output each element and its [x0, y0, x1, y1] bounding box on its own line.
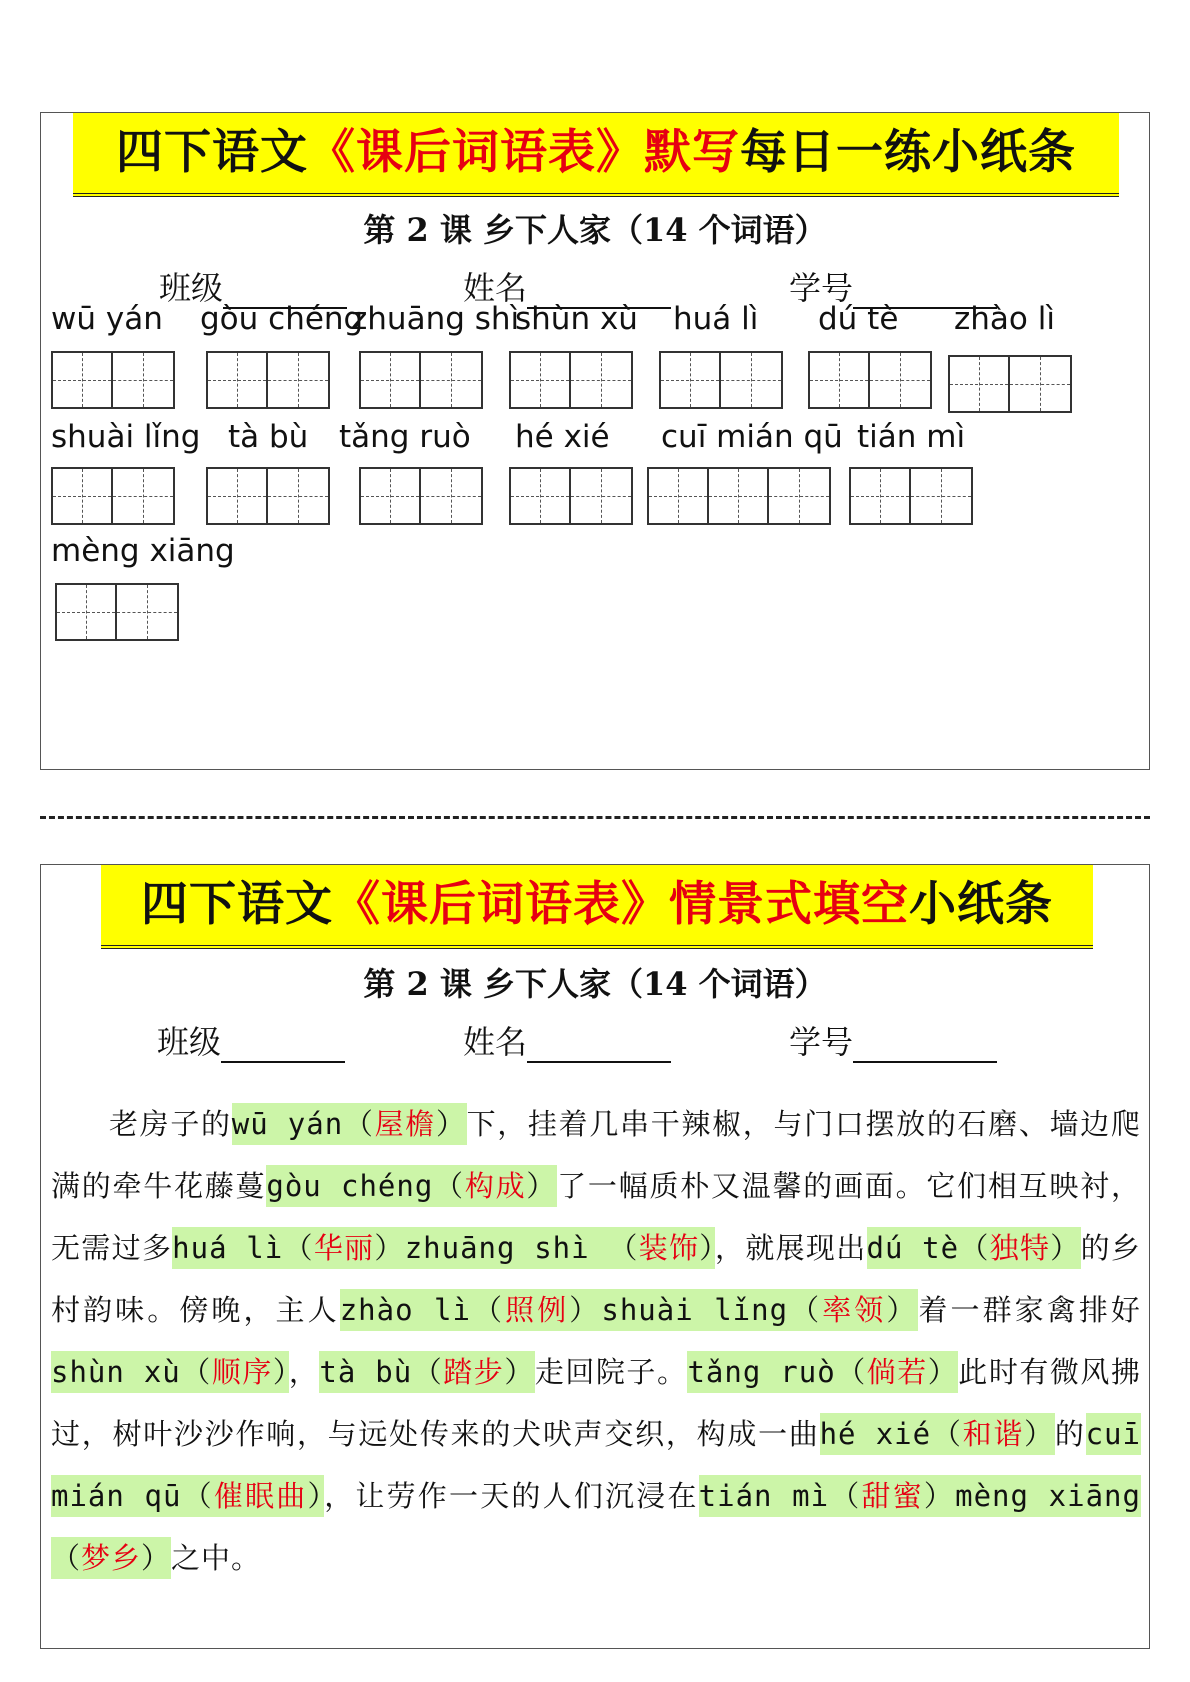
title-part: 四下语文 [116, 125, 308, 180]
word-pinyin: tà bù [228, 419, 309, 455]
title-highlight: 《课后词语表》情景式填空 [333, 877, 909, 932]
paren-open: （ [51, 1541, 82, 1575]
paren-close: ） [435, 1107, 467, 1141]
vocab-answer: 装饰 [638, 1231, 700, 1265]
passage-text: 了一幅质朴又温馨的画面。它们相互映衬，无需过多 [51, 1169, 1141, 1265]
vocab-blank [319, 1351, 534, 1393]
tian-grid-cell[interactable] [53, 469, 113, 523]
cut-line [40, 816, 1150, 819]
vocab-blank [232, 1103, 467, 1145]
paren-open: （ [829, 1479, 862, 1513]
word-pinyin: huá lì [673, 301, 759, 337]
vocab-answer: 构成 [464, 1169, 527, 1203]
tian-grid-cell[interactable] [511, 469, 571, 523]
vocab-pinyin: dú tè [866, 1231, 960, 1265]
tian-grid-cell[interactable] [53, 353, 113, 407]
vocab-answer: 屋檐 [374, 1107, 436, 1141]
title-part: 小纸条 [909, 877, 1053, 932]
word-pinyin: gòu chéng [200, 301, 364, 337]
writing-boxes[interactable] [55, 583, 179, 641]
tian-grid-cell[interactable] [208, 353, 268, 407]
vocab-answer: 独特 [989, 1231, 1051, 1265]
tian-grid-cell[interactable] [661, 353, 721, 407]
vocab-answer: 踏步 [443, 1355, 505, 1389]
class-field[interactable] [157, 1017, 345, 1063]
paren-close: ） [307, 1479, 325, 1513]
paren-close: ） [923, 1479, 956, 1513]
vocab-pinyin: zhuāng shì [404, 1231, 609, 1265]
tian-grid-cell[interactable] [57, 585, 117, 639]
passage-text: 下，挂着几串干辣椒，与门口摆放的石磨、墙边爬满的牵牛花藤蔓 [51, 1107, 1141, 1203]
word-pinyin: hé xié [515, 419, 610, 455]
class-label: 班级 [157, 1023, 222, 1061]
paren-open: （ [181, 1479, 214, 1513]
word-pinyin: tǎng ruò [339, 419, 471, 455]
vocab-answer: 华丽 [313, 1231, 375, 1265]
paren-open: （ [343, 1107, 375, 1141]
paren-open: （ [608, 1231, 639, 1265]
tian-grid-cell[interactable] [117, 585, 177, 639]
word-pinyin: dú tè [818, 301, 899, 337]
passage-text: 走回院子。 [534, 1355, 688, 1389]
tian-grid-cell[interactable] [361, 469, 421, 523]
tian-grid-cell[interactable] [208, 469, 268, 523]
title-part: 四下语文 [141, 877, 333, 932]
writing-boxes[interactable] [849, 467, 973, 525]
word-pinyin: mèng xiāng [51, 533, 235, 569]
name-field[interactable] [463, 1017, 671, 1063]
paren-close: ） [526, 1169, 558, 1203]
vocab-pinyin: hé xié [819, 1417, 932, 1451]
writing-boxes[interactable] [206, 351, 330, 409]
vocab-pinyin: shuài lǐng [601, 1293, 789, 1327]
tian-grid-cell[interactable] [721, 353, 781, 407]
paren-open: （ [433, 1169, 465, 1203]
word-pinyin: cuī mián qū [661, 419, 843, 455]
writing-boxes[interactable] [659, 351, 783, 409]
paren-open: （ [283, 1231, 314, 1265]
passage-text: 的 [1054, 1417, 1086, 1451]
vocab-pinyin: gòu chéng [266, 1169, 434, 1203]
writing-boxes[interactable] [206, 467, 330, 525]
vocab-answer: 催眠曲 [213, 1479, 308, 1513]
word-pinyin: shùn xù [515, 301, 638, 337]
paren-open: （ [959, 1231, 990, 1265]
tian-grid-cell[interactable] [1010, 357, 1070, 411]
class-label: 班级 [159, 269, 224, 307]
paren-close: ） [504, 1355, 535, 1389]
vocab-answer: 倘若 [866, 1355, 928, 1389]
word-pinyin: zhào lì [954, 301, 1055, 337]
vocab-pinyin: cuī mián qū [51, 1417, 1141, 1513]
name-label: 姓名 [463, 269, 528, 307]
title-highlight: 《课后词语表》默写 [308, 125, 740, 180]
vocab-blank [820, 1413, 1055, 1455]
writing-boxes[interactable] [51, 467, 175, 525]
student-id-label: 学号 [789, 269, 854, 307]
student-id-field[interactable] [789, 1017, 997, 1063]
tian-grid-cell[interactable] [113, 353, 173, 407]
tian-grid-cell[interactable] [810, 353, 870, 407]
tian-grid-cell[interactable] [421, 469, 481, 523]
fill-in-card [40, 864, 1150, 1649]
passage-text: 着一群家禽排好 [918, 1293, 1141, 1327]
writing-boxes[interactable] [509, 351, 633, 409]
writing-boxes[interactable] [948, 355, 1072, 413]
paren-open: （ [180, 1355, 212, 1389]
tian-grid-cell[interactable] [950, 357, 1010, 411]
tian-grid-cell[interactable] [911, 469, 971, 523]
word-pinyin: zhuāng shì [351, 301, 520, 337]
tian-grid-cell[interactable] [571, 469, 631, 523]
paren-close: ） [272, 1355, 289, 1389]
paren-close: ） [1024, 1417, 1055, 1451]
tian-grid-cell[interactable] [268, 469, 328, 523]
writing-boxes[interactable] [51, 351, 175, 409]
vocab-blank [867, 1227, 1081, 1269]
vocab-blank [405, 1227, 715, 1269]
tian-grid-cell[interactable] [851, 469, 911, 523]
tian-grid-cell[interactable] [361, 353, 421, 407]
paren-close: ） [374, 1231, 405, 1265]
vocab-pinyin: mèng xiāng [955, 1479, 1141, 1513]
passage-text: 的乡村韵味。傍晚，主人 [51, 1231, 1141, 1327]
vocab-blank [340, 1289, 602, 1331]
vocab-blank [687, 1351, 958, 1393]
paren-close: ） [886, 1293, 919, 1327]
paren-close: ） [569, 1293, 602, 1327]
vocab-blank [699, 1475, 955, 1517]
name-label: 姓名 [463, 1023, 528, 1061]
vocab-answer: 梦乡 [81, 1541, 142, 1575]
vocab-blank [172, 1227, 405, 1269]
writing-boxes[interactable] [359, 467, 483, 525]
paren-close: ） [141, 1541, 172, 1575]
writing-boxes[interactable] [647, 467, 831, 525]
passage-text: 之中。 [171, 1541, 262, 1575]
vocab-pinyin: tián mì [698, 1479, 830, 1513]
passage-text: 此时有微风拂过，树叶沙沙作响，与远处传来的犬吠声交织，构成一曲 [51, 1355, 1141, 1451]
word-pinyin: wū yán [51, 301, 163, 337]
vocab-pinyin: tǎng ruò [687, 1355, 836, 1389]
vocab-blank [51, 1351, 289, 1393]
vocab-answer: 和谐 [962, 1417, 1025, 1451]
paren-open: （ [931, 1417, 963, 1451]
tian-grid-cell[interactable] [268, 353, 328, 407]
lesson-subtitle: 第 2 课 乡下人家（14 个词语） [363, 211, 827, 249]
passage-text: ， [288, 1355, 320, 1389]
tian-grid-cell[interactable] [113, 469, 173, 523]
vocab-answer: 甜蜜 [861, 1479, 924, 1513]
tian-grid-cell[interactable] [511, 353, 571, 407]
paren-open: （ [835, 1355, 867, 1389]
paren-open: （ [470, 1293, 506, 1327]
vocab-pinyin: wū yán [231, 1107, 344, 1141]
word-pinyin: tián mì [857, 419, 966, 455]
paren-open: （ [412, 1355, 444, 1389]
card-title [101, 865, 1093, 949]
paren-close: ） [699, 1231, 716, 1265]
vocab-answer: 率领 [822, 1293, 887, 1327]
card-title [73, 113, 1119, 197]
vocab-answer: 顺序 [211, 1355, 273, 1389]
writing-boxes[interactable] [808, 351, 932, 409]
tian-grid-cell[interactable] [870, 353, 930, 407]
lesson-subtitle: 第 2 课 乡下人家（14 个词语） [363, 965, 827, 1003]
tian-grid-cell[interactable] [709, 469, 769, 523]
passage-text: ，让劳作一天的人们沉浸在 [324, 1479, 699, 1513]
vocab-answer: 照例 [505, 1293, 570, 1327]
story-passage [51, 1093, 1141, 1589]
vocab-blank [266, 1165, 557, 1207]
title-part: 每日一练小纸条 [740, 125, 1076, 180]
vocab-blank [601, 1289, 918, 1331]
student-id-label: 学号 [789, 1023, 854, 1061]
paren-close: ） [927, 1355, 959, 1389]
paren-close: ） [1050, 1231, 1081, 1265]
passage-text: ，就展现出 [715, 1231, 867, 1265]
writing-boxes[interactable] [509, 467, 633, 525]
vocab-pinyin: shùn xù [51, 1355, 181, 1389]
vocab-pinyin: huá lì [172, 1231, 284, 1265]
dictation-card [40, 112, 1150, 770]
passage-text: 老房子的 [109, 1107, 232, 1141]
tian-grid-cell[interactable] [421, 353, 481, 407]
writing-boxes[interactable] [359, 351, 483, 409]
paren-open: （ [788, 1293, 823, 1327]
tian-grid-cell[interactable] [649, 469, 709, 523]
tian-grid-cell[interactable] [769, 469, 829, 523]
vocab-pinyin: zhào lì [339, 1293, 471, 1327]
vocab-pinyin: tà bù [319, 1355, 413, 1389]
word-pinyin: shuài lǐng [51, 419, 201, 455]
tian-grid-cell[interactable] [571, 353, 631, 407]
